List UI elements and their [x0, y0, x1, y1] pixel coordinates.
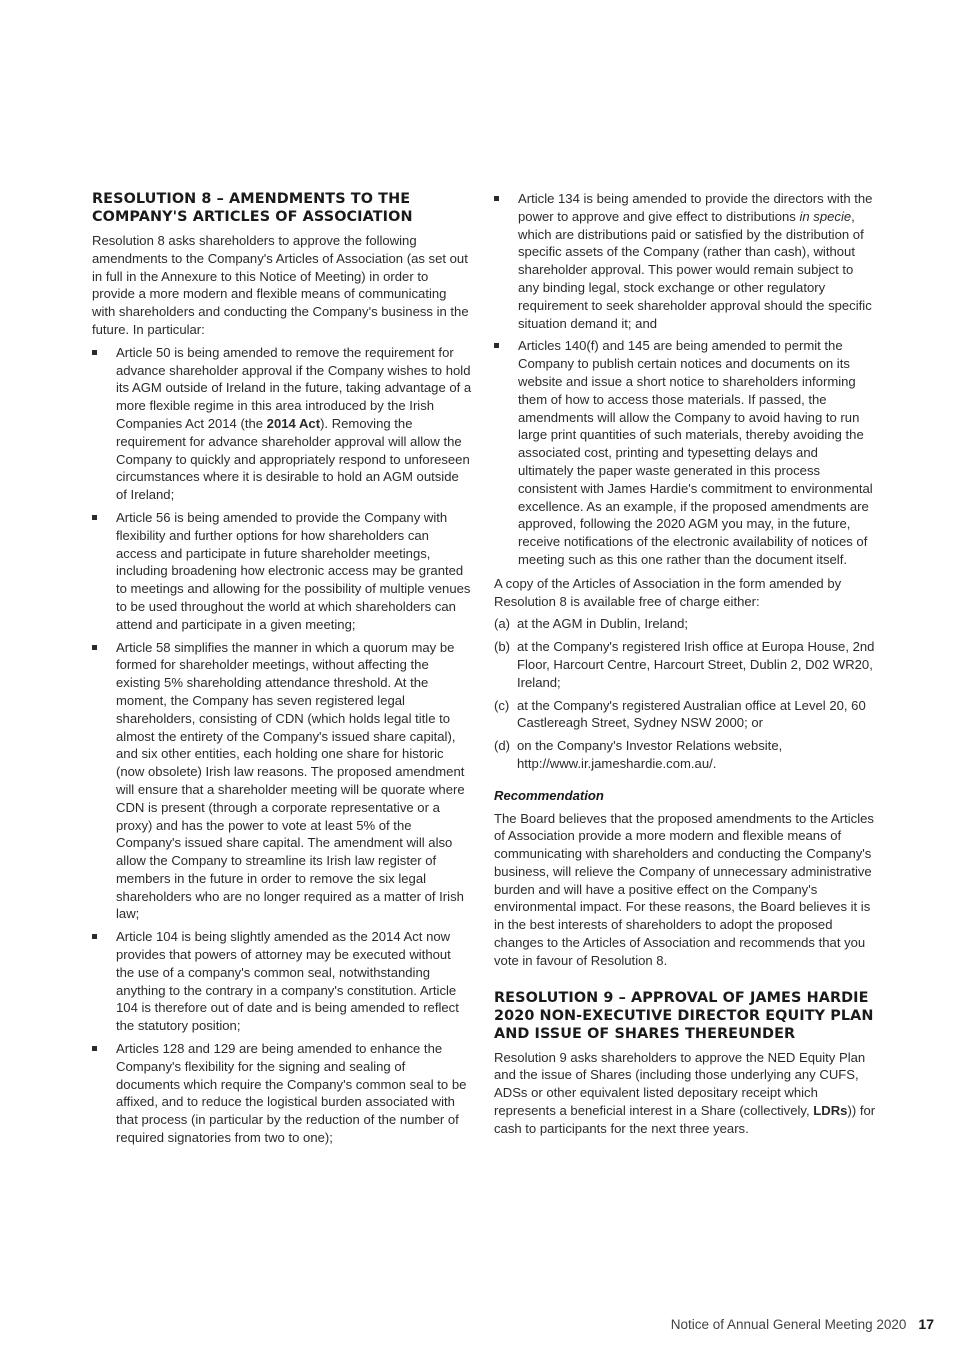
right-column [494, 190, 876, 1143]
list-item: Article 50 is being amended to remove the requirement for advance shareholder approval if the Company wishes to hold its AGM outside of Ireland in the future, taking advantage of a more flexible regime in this area introduced by the Irish Companies Act 2014 (the 2014 Act). Removing the requirement for advance shareholder approval will allow the Company to quickly and appropriately respond to unforeseen circumstances where it is desirable to hold an AGM outside of Ireland; [92, 344, 472, 504]
defined-term: LDRs [813, 1103, 848, 1119]
list-item: Articles 128 and 129 are being amended to enhance the Company's flexibility for the signing and sealing of documents which require the Company's common seal to be affixed, and to reduce the logistical burden associated with that process (in particular by the reduction of the number of required signatories from two to one); [92, 1040, 472, 1147]
page-footer [671, 1316, 934, 1334]
left-column [92, 190, 472, 1153]
footer-title: Notice of Annual General Meeting 2020 [670, 1317, 907, 1332]
bullet-icon [494, 196, 499, 201]
bullet-icon [92, 350, 97, 355]
resolution-8-intro: Resolution 8 asks shareholders to approve the following amendments to the Company's Articles of Association (as set out in full in the Annexure to this Notice of Meeting) in order to provide a more modern and flexible means of communicating with shareholders and conducting the Company's business in the future. In particular: [92, 233, 469, 337]
recommendation-heading: Recommendation [494, 787, 604, 803]
recommendation-text: The Board believes that the proposed amendments to the Articles of Association provide a more modern and flexible means of communicating with shareholders and conducting the Company's business, will relieve the Company of unnecessary administrative burden and will have a positive effect on the Company's environmental impact. For these reasons, the Board believes it is in the best interests of shareholders to adopt the proposed changes to the Articles of Association and recommends that you vote in favour of Resolution 8. [494, 810, 874, 968]
list-item: (c) at the Company's registered Australian office at Level 20, 60 Castlereagh Street, Sydney NSW 2000; or [494, 697, 866, 731]
defined-term: 2014 Act [266, 415, 321, 431]
list-item: (d) on the Company's Investor Relations website, http://www.ir.jameshardie.com.au/. [494, 738, 783, 771]
amendments-list-continued [494, 190, 876, 569]
list-item: Article 134 is being amended to provide the directors with the power to approve and give effect to distributions in specie, which are distributions paid or satisfied by the distribution of specific assets of the Company (rather than cash), without shareholder approval. This power would remain subject to any binding legal, stock exchange or other regulatory requirement to seek shareholder approval should the specific situation demand it; and [494, 190, 876, 332]
amendments-list [92, 344, 472, 1147]
list-item: Article 58 simplifies the manner in which a quorum may be formed for shareholder meetings, without affecting the existing 5% shareholding attendance threshold. At the moment, the Company has seven registered legal shareholders, consisting of CDN (which holds legal title to almost the entirety of the Company's issued share capital), and six other entities, each holding one share for historic (now obsolete) Irish law reasons. The proposed amendment will ensure that a shareholder meeting will be quorate where CDN is present (through a corporate representative or a proxy) and has the power to vote at least 5% of the Company's issued share capital. The amendment will also allow the Company to streamline its Irish law register of members in the future in order to remove the six legal shareholders who are no longer required as a matter of Irish law; [92, 639, 472, 924]
bullet-icon [92, 645, 97, 650]
list-item: Article 104 is being slightly amended as the 2014 Act now provides that powers of attorney may be executed without the use of a company's common seal, notwithstanding anything to the contrary in a company's constitution. Article 104 is therefore out of date and is being amended to reflect the statutory position; [92, 928, 472, 1035]
resolution-9-heading: RESOLUTION 9 – APPROVAL OF JAMES HARDIE 2020 NON-EXECUTIVE DIRECTOR EQUITY PLAN AND ISSUE OF SHARES THEREUNDER [494, 989, 874, 1042]
list-item: (a) at the AGM in Dublin, Ireland; [494, 616, 689, 632]
bullet-icon [92, 1046, 97, 1051]
list-item: (b) at the Company's registered Irish office at Europa House, 2nd Floor, Harcourt Centre, Harcourt Street, Dublin 2, D02 WR20, Ireland; [494, 639, 875, 690]
articles-copy-intro: A copy of the Articles of Association in the form amended by Resolution 8 is available free of charge either: [494, 575, 842, 609]
availability-list [494, 615, 876, 772]
page-number: 17 [918, 1316, 934, 1332]
resolution-9-intro: Resolution 9 asks shareholders to approve the NED Equity Plan and the issue of Shares (including those underlying any CUFS, ADSs or other equivalent listed depositary receipt which represents a beneficial interest in a Share (collectively, LDRs)) for cash to participants for the next three years. [494, 1049, 876, 1136]
bullet-icon [494, 343, 499, 348]
resolution-8-heading: RESOLUTION 8 – AMENDMENTS TO THE COMPANY'S ARTICLES OF ASSOCIATION [92, 191, 413, 225]
bullet-icon [92, 515, 97, 520]
list-item: Article 56 is being amended to provide the Company with flexibility and further options for how shareholders can access and participate in future shareholder meetings, including broadening how electronic access may be granted to meetings and allowing for the possibility of multiple venues to be used throughout the world at which shareholders can attend and participate in a given meeting; [92, 509, 472, 634]
bullet-icon [92, 934, 97, 939]
list-item: Articles 140(f) and 145 are being amended to permit the Company to publish certain notices and documents on its website and issue a short notice to shareholders informing them of how to access those materials. If passed, the amendments will allow the Company to avoid having to run large print quantities of such materials, thereby avoiding the associated cost, printing and typesetting delays and ultimately the paper waste generated in this process consistent with James Hardie's commitment to environmental excellence. As an example, if the proposed amendments are approved, following the 2020 AGM you may, in the future, receive notifications of the electronic availability of notices of meeting such as this one rather than the document itself. [494, 337, 876, 568]
